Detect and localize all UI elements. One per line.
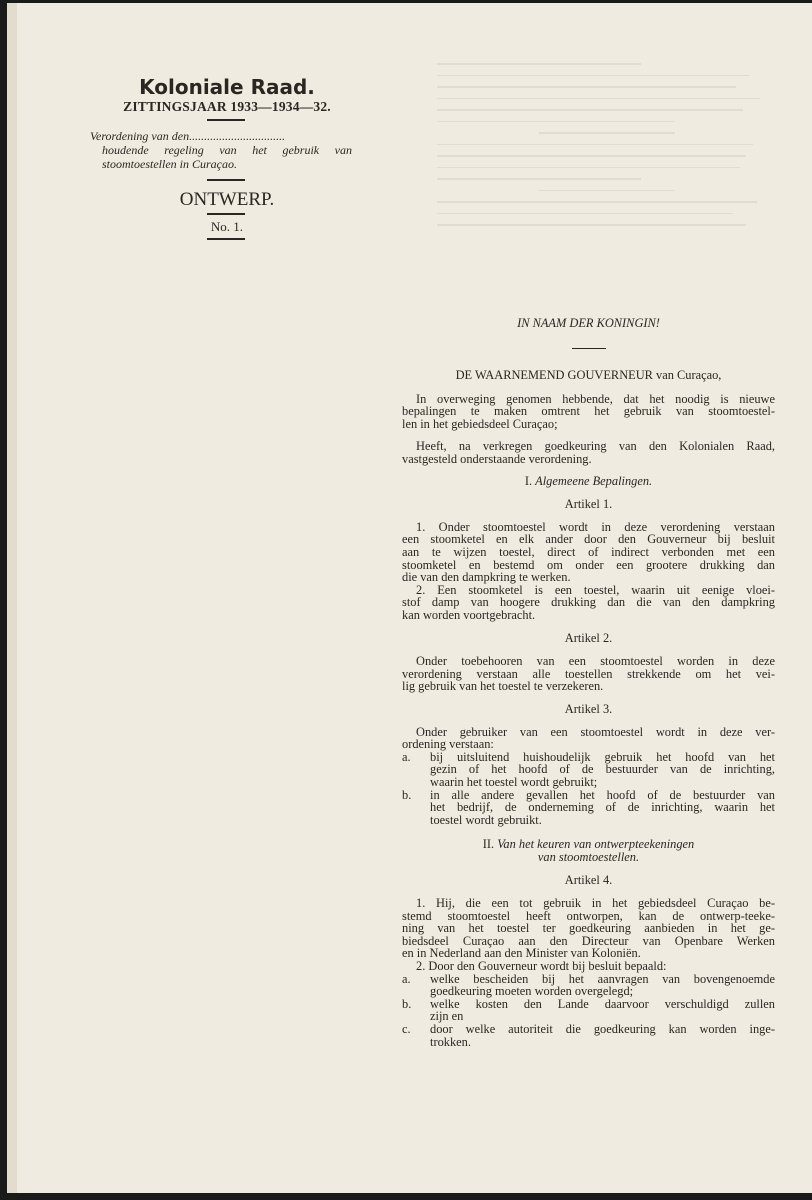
text-line: het bedrijf, de onderneming of de inrichting, waarin het: [430, 800, 775, 815]
article-4-item-a: [402, 973, 775, 998]
article-3-item-a: [402, 751, 775, 789]
consideration-paragraph: [402, 393, 775, 431]
article-3-item-b: [402, 789, 775, 827]
royal-heading: IN NAAM DER KONINGIN!: [517, 316, 660, 330]
article-3-intro: [402, 726, 775, 751]
text-line: die van den dampkring te werken.: [402, 570, 571, 585]
text-line: kan worden voortgebracht.: [402, 608, 536, 622]
article-4-title: Artikel 4.: [564, 872, 613, 887]
description-line: Verordening van den................................: [90, 129, 286, 143]
document-page: [7, 3, 812, 1193]
text-line: vastgesteld onderstaande verordening.: [402, 452, 592, 467]
text-line: stof damp van hoogere drukking dan die van den dampkring: [402, 595, 775, 610]
article-4-item-b: [402, 998, 775, 1023]
text-line: welke kosten den Lande daarvoor verschuldigd zullen: [430, 996, 775, 1011]
text-line: door welke autoriteit die goedkeuring kan worden inge-: [430, 1022, 775, 1037]
chapter-2-heading: [402, 838, 775, 863]
draft-rule: [207, 213, 245, 215]
article-3-title: Artikel 3.: [564, 701, 613, 716]
text-line: aan te wijzen toestel, direct of indirect verbonden met een: [402, 545, 775, 560]
description-rule: [207, 179, 245, 181]
item-letter: a.: [402, 749, 411, 764]
heading-rule: [572, 348, 606, 350]
text-line: waarin het toestel wordt gebruikt;: [430, 774, 598, 789]
item-letter: c.: [402, 1022, 411, 1037]
item-letter: b.: [402, 996, 412, 1011]
text-line: Heeft, na verkregen goedkeuring van den Kolonialen Raad,: [416, 439, 775, 454]
text-line: goedkeuring moeten worden overgelegd;: [430, 984, 634, 999]
article-4-paragraph-2: 2. Door den Gouverneur wordt bij besluit bepaald:: [416, 959, 667, 974]
session-year: ZITTINGSJAAR 1933—1934—32.: [123, 99, 331, 114]
document-number: No. 1.: [210, 219, 244, 234]
ordinance-description: [90, 129, 352, 171]
chapter-title: Van het keuren van ontwerpteekeningen: [497, 837, 695, 852]
article-1-title: Artikel 1.: [564, 497, 613, 512]
chapter-number: II.: [482, 837, 495, 852]
text-line: len in het gebiedsdeel Curaçao;: [402, 416, 558, 431]
header-rule: [207, 119, 245, 121]
text-line: en in Nederland aan den Minister van Koloniën.: [402, 946, 641, 961]
council-title: Koloniale Raad.: [139, 75, 315, 99]
article-1-paragraph-2: [402, 584, 775, 622]
item-letter: b.: [402, 787, 412, 802]
text-line: zijn en: [430, 1009, 464, 1024]
draft-label: ONTWERP.: [179, 189, 275, 210]
governor-line: DE WAARNEMEND GOUVERNEUR van Curaçao,: [455, 368, 722, 383]
text-line: gezin of het hoofd of de bestuurder van de inrichting,: [430, 762, 775, 777]
description-line: stoomtoestellen in Curaçao.: [102, 157, 237, 171]
approval-paragraph: [402, 440, 775, 465]
text-line: in alle andere gevallen het hoofd of de bestuurder van: [430, 787, 775, 802]
text-line: trokken.: [430, 1034, 471, 1049]
text-line: stemd stoomtoestel heeft ontworpen, kan de ontwerp-teeke-: [402, 908, 775, 923]
text-line: In overweging genomen hebbende, dat het noodig is nieuwe: [416, 391, 775, 406]
chapter-title: Algemeene Bepalingen.: [535, 473, 653, 488]
chapter-number: I.: [524, 473, 533, 488]
text-line: welke bescheiden bij het aanvragen van bovengenoemde: [430, 971, 775, 986]
description-line: houdende regeling van het gebruik van: [102, 143, 352, 157]
text-line: Onder gebruiker van een stoomtoestel wordt in deze ver-: [416, 724, 775, 739]
article-2-title: Artikel 2.: [564, 630, 613, 645]
text-line: stoomketel en bestemd om onder een grootere drukking dan: [402, 557, 775, 572]
article-1-paragraph-1: [402, 521, 775, 584]
text-line: 2. Een stoomketel is een toestel, waarin uit eenige vloei-: [416, 582, 775, 597]
text-line: lig gebruik van het toestel te verzekeren.: [402, 679, 604, 694]
item-letter: a.: [402, 971, 411, 986]
text-line: toestel wordt gebruikt.: [430, 812, 542, 827]
article-2-paragraph: [402, 655, 775, 693]
text-line: 1. Onder stoomtoestel wordt in deze verordening verstaan: [416, 519, 775, 534]
text-line: 1. Hij, die een tot gebruik in het gebiedsdeel Curaçao be-: [416, 896, 775, 911]
bleed-through-text: [437, 63, 777, 313]
ordinance-body: [402, 317, 775, 1048]
article-4-item-c: [402, 1023, 775, 1048]
text-line: verordening verstaan alle toestellen strekkende om het vei-: [402, 666, 775, 681]
text-line: biedsdeel Curaçao aan den Directeur van Openbare Werken: [402, 933, 775, 948]
text-line: bij uitsluitend huishoudelijk gebruik het hoofd van het: [430, 749, 775, 764]
chapter-title: van stoomtoestellen.: [537, 849, 640, 864]
text-line: Onder toebehooren van een stoomtoestel worden in deze: [416, 654, 775, 669]
article-4-paragraph-1: [402, 897, 775, 960]
chapter-1-heading: [402, 475, 775, 488]
text-line: ordening verstaan:: [402, 737, 494, 752]
text-line: een stoomketel en elk ander door den Gouverneur bij besluit: [402, 532, 775, 547]
number-rule: [207, 238, 245, 240]
text-line: ning van het toestel ter goedkeuring aanbieden in het ge-: [402, 921, 775, 936]
page-edge: [7, 3, 17, 1193]
text-line: bepalingen te maken omtrent het gebruik van stoomtoestel-: [402, 404, 775, 419]
